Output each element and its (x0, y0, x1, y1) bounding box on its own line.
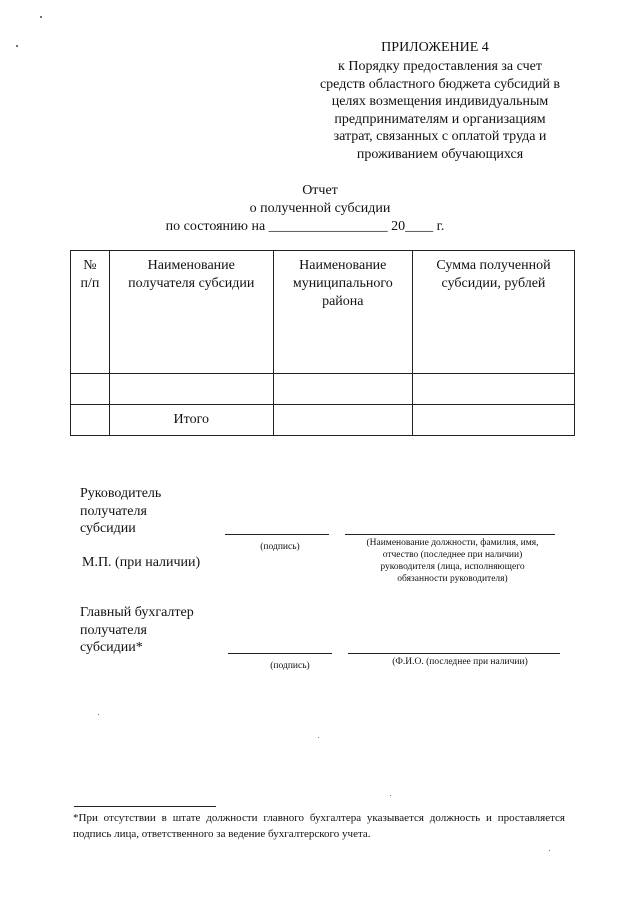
appendix-line: предпринимателям и организациям (334, 111, 546, 127)
head-label-line: получателя (80, 503, 147, 519)
appendix-title: ПРИЛОЖЕНИЕ 4 (381, 40, 489, 55)
head-label-line: субсидии (80, 521, 136, 536)
header-amount (413, 251, 575, 374)
report-title-line: Отчет (302, 183, 338, 198)
appendix-line: средств областного бюджета субсидий в (319, 76, 561, 92)
stamp-label: М.П. (при наличии) (82, 555, 201, 570)
caption-line: отчество (последнее при наличии) (382, 550, 523, 560)
accountant-signature-caption: (подпись) (270, 661, 310, 671)
table-cell[interactable] (109, 374, 273, 405)
header-text: получателя субсидии (128, 276, 255, 291)
table-total-row (71, 405, 575, 436)
header-text: п/п (80, 276, 100, 291)
head-signature-line[interactable] (225, 534, 329, 535)
table-header-row (71, 251, 575, 374)
header-text: Наименование (147, 258, 235, 273)
header-text: района (322, 294, 364, 309)
header-text: Сумма полученной (436, 258, 551, 273)
accountant-label (80, 604, 194, 657)
accountant-signature-line[interactable] (228, 653, 332, 654)
table-cell[interactable] (413, 374, 575, 405)
header-text: Наименование (299, 258, 387, 273)
total-label: Итого (109, 405, 273, 436)
accountant-label-line: получателя (80, 622, 147, 638)
head-name-caption (345, 537, 560, 585)
appendix-line: проживанием обучающихся (356, 146, 524, 162)
report-date-line: по состоянию на _________________ 20____ г. (165, 219, 445, 234)
table-cell[interactable] (413, 405, 575, 436)
accountant-label-line: Главный бухгалтер (80, 605, 194, 620)
report-subtitle-line: о полученной субсидии (249, 201, 391, 216)
subsidy-table (70, 250, 575, 436)
scan-mark (318, 737, 319, 738)
head-label-line: Руководитель (80, 486, 162, 501)
scan-mark (98, 714, 99, 715)
report-title (160, 182, 480, 236)
footnote-separator (74, 806, 216, 807)
accountant-name-caption: (Ф.И.О. (последнее при наличии) (392, 657, 528, 667)
table-cell (71, 405, 110, 436)
accountant-label-line: субсидии* (80, 640, 143, 655)
head-name-line[interactable] (345, 534, 555, 535)
appendix-line: затрат, связанных с оплатой труда и (333, 129, 547, 144)
header-text: субсидии, рублей (441, 276, 546, 291)
appendix-subtitle (290, 58, 590, 163)
head-signature-caption: (подпись) (260, 542, 300, 552)
header-text: № (83, 258, 97, 273)
scan-mark (390, 795, 391, 796)
scan-mark (549, 850, 550, 851)
caption-line: руководителя (лица, исполняющего (380, 562, 525, 572)
footnote-text: *При отсутствии в штате должности главного бухгалтера указывается должность и проставляется подпись лица, ответственного за ведение бухгалтерского учета. (73, 812, 565, 840)
scan-mark (16, 45, 18, 47)
table-cell[interactable] (273, 374, 412, 405)
header-recipient (109, 251, 273, 374)
table-cell[interactable] (273, 405, 412, 436)
appendix-line: к Порядку предоставления за счет (338, 59, 542, 74)
header-text: муниципального (292, 276, 393, 291)
scan-mark (40, 16, 42, 18)
accountant-name-line[interactable] (348, 653, 560, 654)
table-cell[interactable] (71, 374, 110, 405)
head-label (80, 485, 161, 538)
table-row (71, 374, 575, 405)
caption-line: обязанности руководителя) (397, 574, 508, 584)
header-district (273, 251, 412, 374)
caption-line: (Наименование должности, фамилия, имя, (366, 538, 539, 548)
header-number (71, 251, 110, 374)
appendix-line: целях возмещения индивидуальным (331, 94, 549, 109)
